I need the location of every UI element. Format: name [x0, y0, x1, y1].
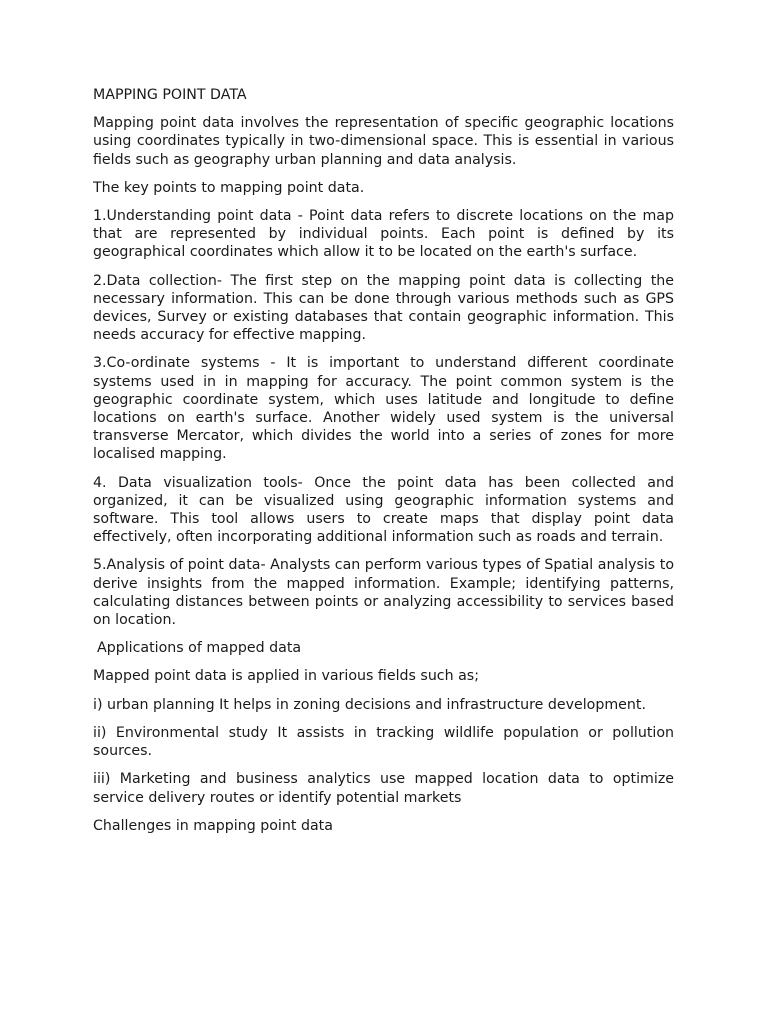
- key-points-heading: The key points to mapping point data.: [93, 179, 365, 196]
- document-title: MAPPING POINT DATA: [93, 87, 247, 103]
- point-4-paragraph: 4. Data visualization tools- Once the point data has been collected and organized, it can be visualized using geographic information systems and software. This tool allows users to create maps that display point data effectively, often incorporating additional information such as roads and terrain.: [93, 474, 674, 546]
- applications-intro: Mapped point data is applied in various fields such as;: [93, 668, 479, 685]
- intro-paragraph: Mapping point data involves the representation of specific geographic locations using coordinates typically in two-dimensional space. This is essential in various fields such as geography urban planning and data analysis.: [93, 115, 674, 168]
- challenges-heading: Challenges in mapping point data: [93, 817, 333, 834]
- point-3-paragraph: 3.Co-ordinate systems - It is important to understand different coordinate systems used in in mapping for accuracy. The point common system is the geographic coordinate system, which uses latitude and longitude to define locations on earth's surface. Another widely used system is the universal transverse Mercator, which divides the world into a series of zones for more localised mapping.: [93, 355, 674, 463]
- point-1-paragraph: 1.Understanding point data - Point data refers to discrete locations on the map that are represented by individual points. Each point is defined by its geographical coordinates which allow it to be located on the earth's surface.: [93, 208, 674, 261]
- application-3: iii) Marketing and business analytics use mapped location data to optimize service delivery routes or identify potential markets: [93, 771, 674, 806]
- document-page: [93, 86, 674, 845]
- point-2-paragraph: 2.Data collection- The first step on the mapping point data is collecting the necessary information. This can be done through various methods such as GPS devices, Survey or existing databases that contain geographic information. This needs accuracy for effective mapping.: [93, 272, 674, 344]
- applications-heading: Applications of mapped data: [97, 640, 302, 657]
- application-2: ii) Environmental study It assists in tracking wildlife population or pollution sources.: [93, 724, 674, 760]
- point-5-paragraph: 5.Analysis of point data- Analysts can perform various types of Spatial analysis to derive insights from the mapped information. Example; identifying patterns, calculating distances between points or analyzing accessibility to services based on location.: [93, 557, 674, 629]
- application-1: i) urban planning It helps in zoning decisions and infrastructure development.: [93, 696, 646, 713]
